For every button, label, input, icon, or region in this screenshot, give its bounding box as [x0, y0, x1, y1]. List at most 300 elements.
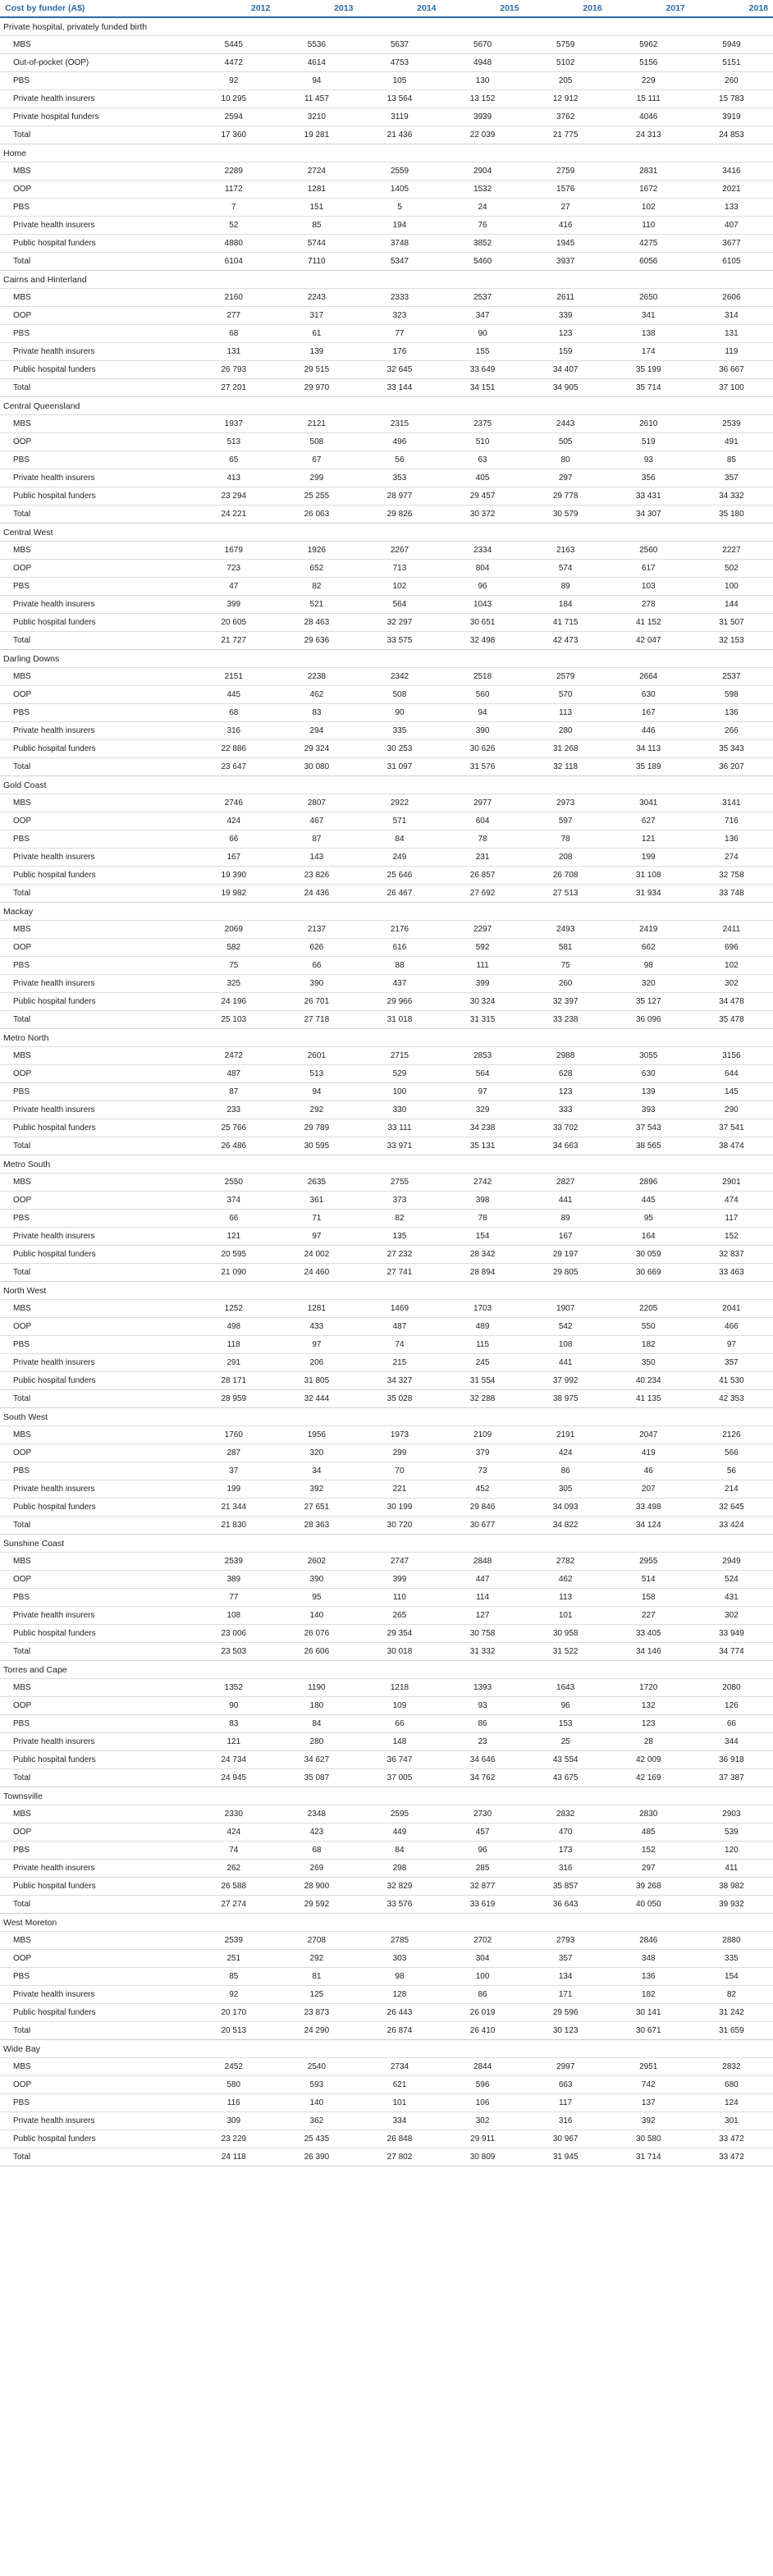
- cell-value: 97: [275, 1228, 358, 1246]
- cell-value: 2747: [358, 1553, 441, 1571]
- cell-value: 26 606: [275, 1643, 358, 1661]
- table-row: [0, 1823, 773, 1842]
- table-row: [0, 307, 773, 325]
- group-title: Private hospital, privately funded birth: [0, 17, 773, 36]
- cell-value: 33 575: [358, 632, 441, 650]
- cell-value: 2746: [192, 794, 275, 812]
- row-label: Total: [0, 1769, 192, 1787]
- cell-value: 25 766: [192, 1119, 275, 1137]
- cell-value: 1679: [192, 542, 275, 560]
- cell-value: 34: [275, 1462, 358, 1480]
- cell-value: 28 463: [275, 614, 358, 632]
- cell-value: 26 076: [275, 1625, 358, 1643]
- cell-value: 159: [524, 343, 607, 361]
- cell-value: 121: [192, 1228, 275, 1246]
- cell-value: 26 467: [358, 885, 441, 903]
- table-row: [0, 1842, 773, 1860]
- cell-value: 30 651: [441, 614, 524, 632]
- row-label: OOP: [0, 1571, 192, 1589]
- cell-value: 457: [441, 1823, 524, 1842]
- cell-value: 88: [358, 957, 441, 975]
- cell-value: 97: [275, 1336, 358, 1354]
- cell-value: 2973: [524, 794, 607, 812]
- cell-value: 68: [275, 1842, 358, 1860]
- cell-value: 26 588: [192, 1878, 275, 1896]
- cell-value: 262: [192, 1860, 275, 1878]
- cell-value: 31 507: [690, 614, 773, 632]
- header-row: [0, 0, 773, 17]
- group-row: [0, 271, 773, 289]
- cell-value: 280: [275, 1733, 358, 1751]
- cell-value: 34 905: [524, 379, 607, 397]
- cell-value: 32 397: [524, 993, 607, 1011]
- cell-value: 2537: [690, 668, 773, 686]
- cell-value: 38 975: [524, 1390, 607, 1408]
- cell-value: 357: [690, 1354, 773, 1372]
- cell-value: 28 363: [275, 1517, 358, 1535]
- cell-value: 491: [690, 433, 773, 451]
- table-row: [0, 975, 773, 993]
- cell-value: 52: [192, 217, 275, 235]
- cell-value: 1281: [275, 1300, 358, 1318]
- row-label: PBS: [0, 2094, 192, 2112]
- cell-value: 151: [275, 199, 358, 217]
- cell-value: 1672: [607, 181, 690, 199]
- row-label: MBS: [0, 1805, 192, 1823]
- row-label: Total: [0, 253, 192, 271]
- cell-value: 627: [607, 812, 690, 830]
- cell-value: 723: [192, 560, 275, 578]
- cell-value: 29 970: [275, 379, 358, 397]
- cell-value: 245: [441, 1354, 524, 1372]
- cell-value: 571: [358, 812, 441, 830]
- cell-value: 96: [524, 1697, 607, 1715]
- cell-value: 2493: [524, 921, 607, 939]
- cell-value: 34 407: [524, 361, 607, 379]
- cell-value: 37: [192, 1462, 275, 1480]
- table-row: [0, 614, 773, 632]
- cell-value: 2375: [441, 415, 524, 433]
- cell-value: 2342: [358, 668, 441, 686]
- row-label: Total: [0, 1390, 192, 1408]
- cell-value: 31 714: [607, 2148, 690, 2166]
- cell-value: 1926: [275, 542, 358, 560]
- cell-value: 27: [524, 199, 607, 217]
- cell-value: 2315: [358, 415, 441, 433]
- group-row: [0, 1029, 773, 1047]
- cell-value: 489: [441, 1318, 524, 1336]
- cell-value: 194: [358, 217, 441, 235]
- cell-value: 138: [607, 325, 690, 343]
- cell-value: 131: [690, 325, 773, 343]
- cell-value: 2827: [524, 1174, 607, 1192]
- cell-value: 564: [441, 1065, 524, 1083]
- row-label: PBS: [0, 830, 192, 849]
- cell-value: 487: [192, 1065, 275, 1083]
- cell-value: 2126: [690, 1426, 773, 1444]
- row-label: Public hospital funders: [0, 2004, 192, 2022]
- cell-value: 2832: [690, 2058, 773, 2076]
- table-row: [0, 90, 773, 108]
- cell-value: 1393: [441, 1679, 524, 1697]
- row-label: PBS: [0, 1968, 192, 1986]
- row-label: PBS: [0, 957, 192, 975]
- cell-value: 7110: [275, 253, 358, 271]
- cell-value: 5460: [441, 253, 524, 271]
- cell-value: 399: [192, 596, 275, 614]
- table-body: [0, 17, 773, 2166]
- cell-value: 23 873: [275, 2004, 358, 2022]
- table-row: [0, 181, 773, 199]
- table-row: [0, 343, 773, 361]
- cell-value: 132: [607, 1697, 690, 1715]
- row-label: MBS: [0, 1553, 192, 1571]
- cell-value: 21 436: [358, 126, 441, 144]
- row-label: MBS: [0, 921, 192, 939]
- cell-value: 4880: [192, 235, 275, 253]
- cell-value: 26 874: [358, 2022, 441, 2040]
- cell-value: 265: [358, 1607, 441, 1625]
- cell-value: 2785: [358, 1932, 441, 1950]
- cell-value: 2997: [524, 2058, 607, 2076]
- cell-value: 19 281: [275, 126, 358, 144]
- cell-value: 34 124: [607, 1517, 690, 1535]
- cell-value: 742: [607, 2076, 690, 2094]
- cell-value: 389: [192, 1571, 275, 1589]
- cell-value: 1190: [275, 1679, 358, 1697]
- cell-value: 26 793: [192, 361, 275, 379]
- cell-value: 2901: [690, 1174, 773, 1192]
- cell-value: 26 857: [441, 867, 524, 885]
- cell-value: 42 473: [524, 632, 607, 650]
- cell-value: 30 967: [524, 2130, 607, 2148]
- row-label: PBS: [0, 704, 192, 722]
- cell-value: 34 646: [441, 1751, 524, 1769]
- header-year: 2018: [690, 0, 773, 17]
- cell-value: 452: [441, 1480, 524, 1498]
- cell-value: 128: [358, 1986, 441, 2004]
- table-row: [0, 1174, 773, 1192]
- cell-value: 117: [690, 1210, 773, 1228]
- cell-value: 96: [441, 1842, 524, 1860]
- cell-value: 116: [192, 2094, 275, 2112]
- cell-value: 2559: [358, 162, 441, 181]
- table-row: [0, 560, 773, 578]
- cell-value: 158: [607, 1589, 690, 1607]
- cell-value: 35 714: [607, 379, 690, 397]
- cell-value: 124: [690, 2094, 773, 2112]
- cell-value: 36 918: [690, 1751, 773, 1769]
- cell-value: 42 009: [607, 1751, 690, 1769]
- cell-value: 215: [358, 1354, 441, 1372]
- table-row: [0, 1950, 773, 1968]
- cell-value: 29 596: [524, 2004, 607, 2022]
- cell-value: 229: [607, 72, 690, 90]
- table-row: [0, 957, 773, 975]
- table-row: [0, 1625, 773, 1643]
- row-label: Private hospital funders: [0, 108, 192, 126]
- table-row: [0, 199, 773, 217]
- cell-value: 630: [607, 1065, 690, 1083]
- cell-value: 34 822: [524, 1517, 607, 1535]
- table-row: [0, 1264, 773, 1282]
- cell-value: 173: [524, 1842, 607, 1860]
- group-title: Metro South: [0, 1155, 773, 1174]
- cell-value: 513: [275, 1065, 358, 1083]
- cell-value: 174: [607, 343, 690, 361]
- cell-value: 323: [358, 307, 441, 325]
- cell-value: 2579: [524, 668, 607, 686]
- cell-value: 86: [441, 1986, 524, 2004]
- cell-value: 108: [192, 1607, 275, 1625]
- cell-value: 2227: [690, 542, 773, 560]
- row-label: OOP: [0, 939, 192, 957]
- cell-value: 19 982: [192, 885, 275, 903]
- cell-value: 63: [441, 451, 524, 469]
- cell-value: 22 886: [192, 740, 275, 758]
- cell-value: 118: [192, 1336, 275, 1354]
- cell-value: 117: [524, 2094, 607, 2112]
- cell-value: 2539: [192, 1553, 275, 1571]
- cell-value: 249: [358, 849, 441, 867]
- cell-value: 2518: [441, 668, 524, 686]
- cell-value: 424: [192, 812, 275, 830]
- cell-value: 431: [690, 1589, 773, 1607]
- table-row: [0, 668, 773, 686]
- row-label: Private health insurers: [0, 1354, 192, 1372]
- cell-value: 2664: [607, 668, 690, 686]
- cell-value: 347: [441, 307, 524, 325]
- cell-value: 2793: [524, 1932, 607, 1950]
- cell-value: 110: [607, 217, 690, 235]
- cell-value: 19 390: [192, 867, 275, 885]
- cell-value: 29 789: [275, 1119, 358, 1137]
- cell-value: 441: [524, 1192, 607, 1210]
- cell-value: 630: [607, 686, 690, 704]
- cell-value: 221: [358, 1480, 441, 1498]
- cell-value: 502: [690, 560, 773, 578]
- cell-value: 424: [192, 1823, 275, 1842]
- table-row: [0, 1571, 773, 1589]
- table-row: [0, 939, 773, 957]
- cell-value: 56: [358, 451, 441, 469]
- cell-value: 164: [607, 1228, 690, 1246]
- cell-value: 413: [192, 469, 275, 487]
- cell-value: 626: [275, 939, 358, 957]
- cell-value: 103: [607, 578, 690, 596]
- cell-value: 628: [524, 1065, 607, 1083]
- row-label: Total: [0, 126, 192, 144]
- table-row: [0, 1390, 773, 1408]
- cell-value: 31 018: [358, 1011, 441, 1029]
- group-row: [0, 1535, 773, 1553]
- row-label: MBS: [0, 289, 192, 307]
- cell-value: 34 774: [690, 1643, 773, 1661]
- cell-value: 2988: [524, 1047, 607, 1065]
- cell-value: 361: [275, 1192, 358, 1210]
- cell-value: 5744: [275, 235, 358, 253]
- cell-value: 35 087: [275, 1769, 358, 1787]
- cell-value: 550: [607, 1318, 690, 1336]
- row-label: Private health insurers: [0, 849, 192, 867]
- cell-value: 291: [192, 1354, 275, 1372]
- cell-value: 2238: [275, 668, 358, 686]
- cell-value: 474: [690, 1192, 773, 1210]
- table-row: [0, 1318, 773, 1336]
- cell-value: 40 234: [607, 1372, 690, 1390]
- cell-value: 316: [524, 1860, 607, 1878]
- cell-value: 46: [607, 1462, 690, 1480]
- cell-value: 29 805: [524, 1264, 607, 1282]
- cell-value: 5759: [524, 36, 607, 54]
- cell-value: 379: [441, 1444, 524, 1462]
- row-label: MBS: [0, 668, 192, 686]
- cell-value: 604: [441, 812, 524, 830]
- cell-value: 231: [441, 849, 524, 867]
- cell-value: 2742: [441, 1174, 524, 1192]
- cell-value: 123: [524, 325, 607, 343]
- row-label: OOP: [0, 1192, 192, 1210]
- cell-value: 17 360: [192, 126, 275, 144]
- cell-value: 27 232: [358, 1246, 441, 1264]
- cell-value: 294: [275, 722, 358, 740]
- cell-value: 29 911: [441, 2130, 524, 2148]
- cell-value: 314: [690, 307, 773, 325]
- cell-value: 152: [607, 1842, 690, 1860]
- cell-value: 24 734: [192, 1751, 275, 1769]
- cell-value: 28 977: [358, 487, 441, 506]
- cell-value: 100: [358, 1083, 441, 1101]
- row-label: Private health insurers: [0, 722, 192, 740]
- cell-value: 86: [441, 1715, 524, 1733]
- cell-value: 2880: [690, 1932, 773, 1950]
- cell-value: 513: [192, 433, 275, 451]
- cell-value: 33 405: [607, 1625, 690, 1643]
- cell-value: 2537: [441, 289, 524, 307]
- cell-value: 38 565: [607, 1137, 690, 1155]
- cell-value: 37 100: [690, 379, 773, 397]
- row-label: Total: [0, 758, 192, 776]
- cell-value: 399: [358, 1571, 441, 1589]
- cell-value: 5445: [192, 36, 275, 54]
- cell-value: 652: [275, 560, 358, 578]
- row-label: Private health insurers: [0, 217, 192, 235]
- cell-value: 2540: [275, 2058, 358, 2076]
- row-label: Public hospital funders: [0, 740, 192, 758]
- cell-value: 24: [441, 199, 524, 217]
- group-row: [0, 2040, 773, 2058]
- group-row: [0, 1408, 773, 1426]
- cell-value: 3852: [441, 235, 524, 253]
- table-row: [0, 162, 773, 181]
- table-row: [0, 704, 773, 722]
- cell-value: 2452: [192, 2058, 275, 2076]
- cell-value: 143: [275, 849, 358, 867]
- cell-value: 82: [275, 578, 358, 596]
- table-row: [0, 921, 773, 939]
- group-title: Central West: [0, 524, 773, 542]
- cell-value: 34 332: [690, 487, 773, 506]
- cell-value: 5151: [690, 54, 773, 72]
- cell-value: 3141: [690, 794, 773, 812]
- cell-value: 144: [690, 596, 773, 614]
- cell-value: 374: [192, 1192, 275, 1210]
- cell-value: 437: [358, 975, 441, 993]
- cell-value: 411: [690, 1860, 773, 1878]
- cell-value: 390: [441, 722, 524, 740]
- cell-value: 407: [690, 217, 773, 235]
- table-row: [0, 1228, 773, 1246]
- table-row: [0, 1643, 773, 1661]
- cell-value: 260: [690, 72, 773, 90]
- cell-value: 285: [441, 1860, 524, 1878]
- cell-value: 31 522: [524, 1643, 607, 1661]
- row-label: MBS: [0, 1047, 192, 1065]
- cell-value: 27 802: [358, 2148, 441, 2166]
- cell-value: 2951: [607, 2058, 690, 2076]
- cell-value: 66: [192, 1210, 275, 1228]
- cell-value: 298: [358, 1860, 441, 1878]
- cell-value: 82: [358, 1210, 441, 1228]
- cell-value: 214: [690, 1480, 773, 1498]
- cell-value: 30 253: [358, 740, 441, 758]
- cell-value: 20 170: [192, 2004, 275, 2022]
- cell-value: 98: [607, 957, 690, 975]
- cell-value: 663: [524, 2076, 607, 2094]
- row-label: OOP: [0, 1823, 192, 1842]
- cell-value: 233: [192, 1101, 275, 1119]
- table-row: [0, 379, 773, 397]
- cell-value: 566: [690, 1444, 773, 1462]
- row-label: OOP: [0, 1697, 192, 1715]
- cell-value: 133: [690, 199, 773, 217]
- cell-value: 136: [607, 1968, 690, 1986]
- group-title: Gold Coast: [0, 776, 773, 794]
- cell-value: 92: [192, 72, 275, 90]
- cell-value: 2724: [275, 162, 358, 181]
- cell-value: 3119: [358, 108, 441, 126]
- cell-value: 2650: [607, 289, 690, 307]
- row-label: Private health insurers: [0, 343, 192, 361]
- table-row: [0, 686, 773, 704]
- cell-value: 5156: [607, 54, 690, 72]
- row-label: PBS: [0, 1210, 192, 1228]
- cell-value: 33 463: [690, 1264, 773, 1282]
- cell-value: 199: [607, 849, 690, 867]
- cell-value: 2176: [358, 921, 441, 939]
- row-label: Total: [0, 1517, 192, 1535]
- cell-value: 24 118: [192, 2148, 275, 2166]
- cell-value: 309: [192, 2112, 275, 2130]
- cell-value: 4614: [275, 54, 358, 72]
- cell-value: 30 579: [524, 506, 607, 524]
- cell-value: 182: [607, 1986, 690, 2004]
- cell-value: 662: [607, 939, 690, 957]
- table-row: [0, 217, 773, 235]
- cell-value: 26 390: [275, 2148, 358, 2166]
- cell-value: 2977: [441, 794, 524, 812]
- cell-value: 97: [690, 1336, 773, 1354]
- group-title: Torres and Cape: [0, 1661, 773, 1679]
- cell-value: 1576: [524, 181, 607, 199]
- cell-value: 27 201: [192, 379, 275, 397]
- cell-value: 390: [275, 975, 358, 993]
- row-label: Public hospital funders: [0, 614, 192, 632]
- cell-value: 102: [607, 199, 690, 217]
- cell-value: 39 268: [607, 1878, 690, 1896]
- cell-value: 31 934: [607, 885, 690, 903]
- row-label: Public hospital funders: [0, 1625, 192, 1643]
